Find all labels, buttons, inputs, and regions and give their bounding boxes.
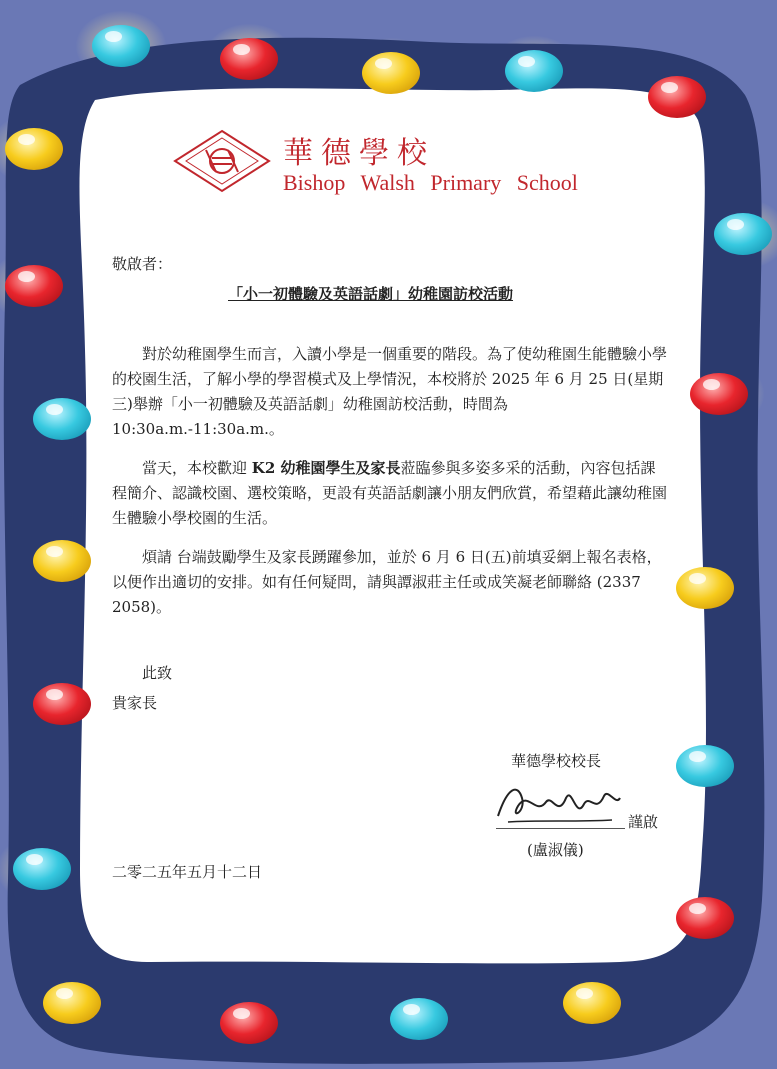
school-name-english: Bishop Walsh Primary School (283, 170, 578, 195)
light-bulb-icon (92, 25, 150, 67)
light-bulb-icon (648, 76, 706, 118)
letter-title: 「小一初體驗及英語話劇」幼稚園訪校活動 (228, 285, 514, 303)
closing: 此致 (142, 664, 173, 682)
light-bulb-icon (676, 745, 734, 787)
light-bulb-icon (43, 982, 101, 1024)
paragraph-2 (112, 456, 668, 531)
light-bulb-icon (33, 683, 91, 725)
salutation: 敬啟者： (112, 255, 173, 273)
light-bulb-icon (13, 848, 71, 890)
light-bulb-icon (5, 265, 63, 307)
light-bulb-icon (5, 128, 63, 170)
handwritten-signature-icon (488, 776, 628, 832)
light-bulb-icon (33, 540, 91, 582)
letter-date: 二零二五年五月十二日 (112, 863, 263, 881)
school-logo-icon (172, 128, 272, 194)
paragraph-2-text: 當天，本校歡迎 (142, 459, 252, 477)
paragraph-2-text: 蒞臨參與多姿多采的活動，內容包括課程簡介、認識校園、選校策略，更設有英語話劇讓小朋友們欣賞，希望藉此讓幼稚園生體驗小學校園的生活。 (112, 459, 668, 527)
light-bulb-icon (714, 213, 772, 255)
light-bulb-icon (362, 52, 420, 94)
light-bulb-icon (220, 1002, 278, 1044)
light-bulb-icon (220, 38, 278, 80)
addressee: 貴家長 (112, 694, 158, 712)
signatory-name: (盧淑儀) (527, 841, 584, 859)
signature-line (496, 828, 625, 829)
paragraph-3: 煩請 台端鼓勵學生及家長踴躍參加，並於 6 月 6 日(五)前填妥網上報名表格，以便作出適切的安排。如有任何疑問，請與譚淑莊主任或成笑凝老師聯絡 (2337 2058)。 (112, 548, 662, 616)
light-bulb-icon (563, 982, 621, 1024)
signatory-title: 華德學校校長 (511, 752, 602, 770)
light-bulb-icon (33, 398, 91, 440)
paragraph-2-highlight: K2 幼稚園學生及家長 (251, 459, 401, 477)
paragraph-1: 對於幼稚園學生而言，入讀小學是一個重要的階段。為了使幼稚園生能體驗小學的校園生活，了解小學的學習模式及上學情況，本校將於 2025 年 6 月 25 日(星期三)舉辦「小一初體驗及英語話劇」幼稚園訪校活動，時間為 10:30a.m.-11:30a.m.。 (112, 345, 668, 438)
light-bulb-icon (676, 567, 734, 609)
light-bulb-icon (690, 373, 748, 415)
respect-closing: 謹啟 (628, 813, 659, 831)
light-bulb-icon (676, 897, 734, 939)
light-bulb-icon (390, 998, 448, 1040)
light-bulb-icon (505, 50, 563, 92)
school-name-chinese: 華德學校 (283, 136, 435, 171)
